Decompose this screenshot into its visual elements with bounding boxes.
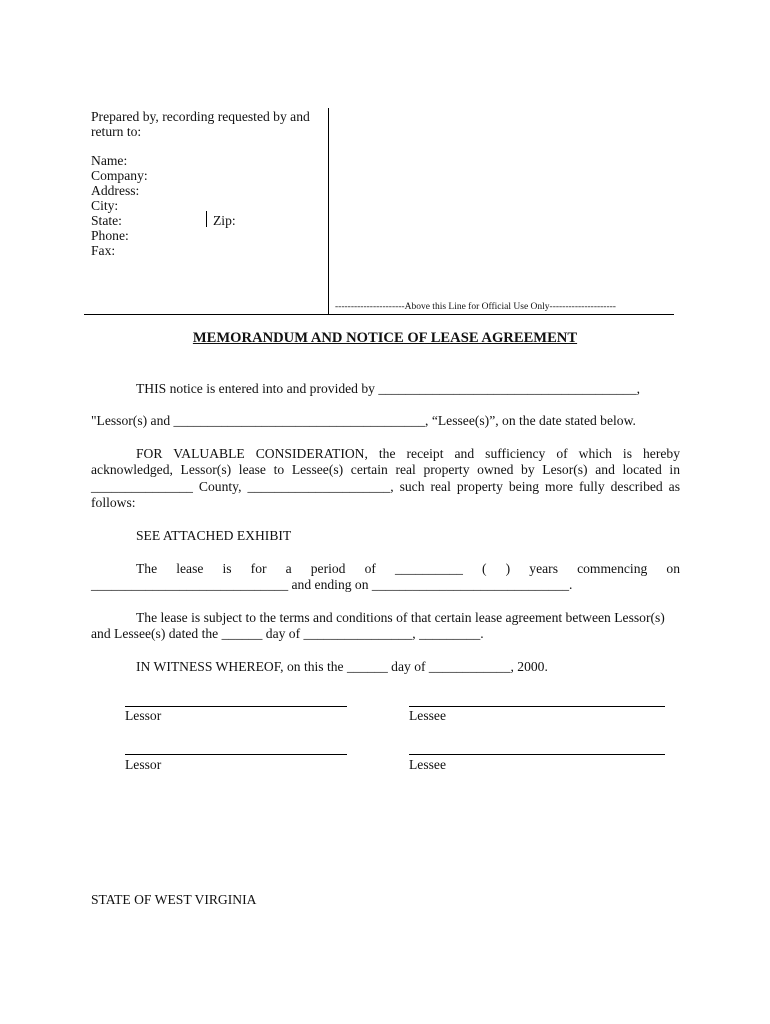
zip-divider [206,211,207,227]
city-label: City: [91,198,119,213]
lease-period-line2: _____________________________ and ending on _____________________________. [91,577,573,592]
page-title: MEMORANDUM AND NOTICE OF LEASE AGREEMENT [192,330,578,346]
consideration-line1: FOR VALUABLE CONSIDERATION, the receipt and sufficiency of which is hereby [136,446,680,461]
signature-line-lessee-2 [409,754,665,755]
official-use-line: ----------------------Above this Line for Official Use Only--------------------- [335,302,616,312]
phone-label: Phone: [91,228,129,243]
state-label: State: [91,213,122,228]
lessee-signature-label: Lessee [409,757,446,772]
lessee-signature-label: Lessee [409,708,446,723]
lease-terms-line1: The lease is subject to the terms and conditions of that certain lease agreement between Lessor(s) [136,610,665,625]
lease-terms-line2: and Lessee(s) dated the ______ day of ________________, _________. [91,626,484,641]
notice-provided-by-line: THIS notice is entered into and provided by ______________________________________, [136,381,641,396]
lease-period-line1: The lease is for a period of __________ ( ) years commencing on [136,561,680,576]
header-rule [84,314,674,315]
signature-line-lessor-2 [125,754,347,755]
name-label: Name: [91,153,128,168]
lessor-signature-label: Lessor [125,708,162,723]
see-attached-exhibit: SEE ATTACHED EXHIBIT [136,528,292,543]
address-label: Address: [91,183,140,198]
fax-label: Fax: [91,243,116,258]
consideration-line3: _______________ County, _____________________, such real property being more fully described as [91,479,680,494]
witness-line: IN WITNESS WHEREOF, on this the ______ day of ____________, 2000. [136,659,548,674]
state-heading: STATE OF WEST VIRGINIA [91,892,257,907]
consideration-line2: acknowledged, Lessor(s) lease to Lessee(s) certain real property owned by Lesor(s) and located in [91,462,680,477]
prepared-by-line1: Prepared by, recording requested by and [91,109,310,124]
lessor-lessee-line: "Lessor(s) and _____________________________________, “Lessee(s)”, on the date stated below. [91,413,636,428]
consideration-line4: follows: [91,495,136,510]
lessor-signature-label: Lessor [125,757,162,772]
signature-line-lessee-1 [409,706,665,707]
signature-line-lessor-1 [125,706,347,707]
company-label: Company: [91,168,148,183]
header-vertical-divider [328,108,329,314]
zip-label: Zip: [213,213,236,228]
prepared-by-line2: return to: [91,124,142,139]
